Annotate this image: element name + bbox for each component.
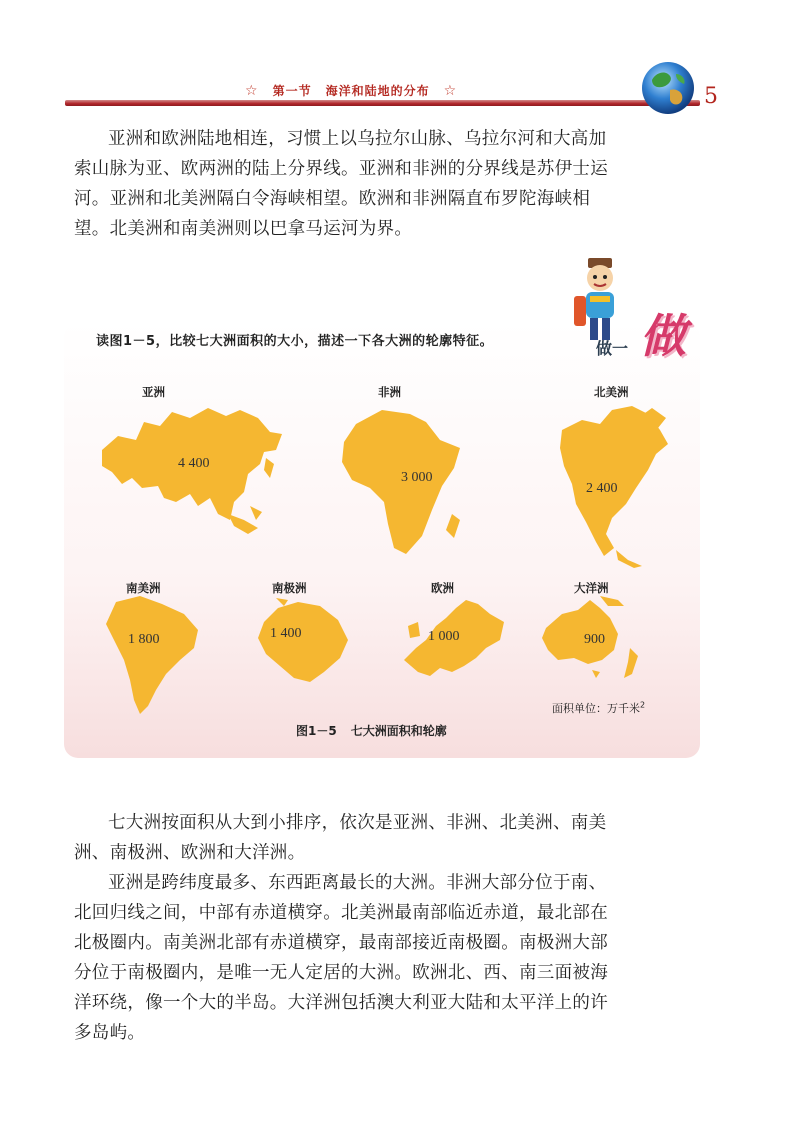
star-icon: ☆ [443, 82, 458, 99]
paragraph-text: 七大洲按面积从大到小排序，依次是亚洲、非洲、北美洲、南美洲、南极洲、欧洲和大洋洲。 [74, 813, 607, 863]
continent-name-south-america: 南美洲 [126, 581, 161, 595]
page-number: 5 [704, 84, 718, 109]
asia-outline [98, 402, 288, 550]
globe-icon [640, 60, 696, 116]
star-icon: ☆ [245, 82, 259, 99]
activity-instruction: 读图1－5，比较七大洲面积的大小，描述一下各大洲的轮廓特征。 [96, 334, 494, 349]
continent-area-europe: 1 000 [428, 629, 460, 644]
figure-title: 七大洲面积和轮廓 [350, 724, 447, 738]
page-header [0, 0, 800, 120]
activity-label: 做一 [596, 339, 629, 358]
antarctica-outline [254, 596, 352, 692]
continent-area-oceania: 900 [584, 632, 605, 647]
section-title: 海洋和陆地的分布 [325, 84, 430, 98]
continent-name-antarctica: 南极洲 [272, 581, 307, 595]
area-unit-note [552, 700, 645, 716]
figure-number: 图1－5 [296, 724, 337, 738]
paragraph-text: 亚洲和欧洲陆地相连，习惯上以乌拉尔山脉、乌拉尔河和大高加索山脉为亚、欧两洲的陆上分界线。亚洲和非洲的分界线是苏伊士运河。亚洲和北美洲隔白令海峡相望。欧洲和非洲隔直布罗陀海峡相望。北美洲和南美洲则以巴拿马运河为界。 [74, 129, 608, 239]
header-title [245, 82, 585, 99]
header-divider [65, 100, 700, 106]
continent-name-asia: 亚洲 [142, 385, 165, 399]
continent-area-south-america: 1 800 [128, 632, 160, 647]
section-label: 第一节 [272, 84, 312, 98]
activity-label-large: 做 [640, 309, 686, 363]
paragraph-text: 亚洲是跨纬度最多、东西距离最长的大洲。非洲大部分位于南、北回归线之间，中部有赤道横穿。北美洲最南部临近赤道，最北部在北极圈内。南美洲北部有赤道横穿，最南部接近南极圈。南极洲大部分位于南极圈内，是唯一无人定居的大洲。欧洲北、西、南三面被海洋环绕，像一个大的半岛。大洋洲包括澳大利亚大陆和太平洋上的许多岛屿。 [74, 873, 608, 1043]
continent-area-antarctica: 1 400 [270, 626, 302, 641]
south-america-outline [100, 594, 204, 718]
paragraph-ranking [74, 808, 619, 868]
paragraph-boundaries [74, 124, 619, 244]
continent-name-africa: 非洲 [378, 385, 401, 399]
figure-caption [296, 722, 447, 739]
continent-name-north-america: 北美洲 [594, 385, 629, 399]
area-unit-sup: 2 [640, 700, 646, 710]
continent-area-africa: 3 000 [401, 470, 433, 485]
continent-name-europe: 欧洲 [431, 581, 454, 595]
paragraph-characteristics [74, 868, 619, 1048]
area-unit-text: 面积单位：万千米 [552, 702, 640, 715]
mascot-boy-icon [570, 256, 630, 346]
continent-area-north-america: 2 400 [586, 481, 618, 496]
continent-name-oceania: 大洋洲 [574, 581, 609, 595]
continent-area-asia: 4 400 [178, 456, 210, 471]
